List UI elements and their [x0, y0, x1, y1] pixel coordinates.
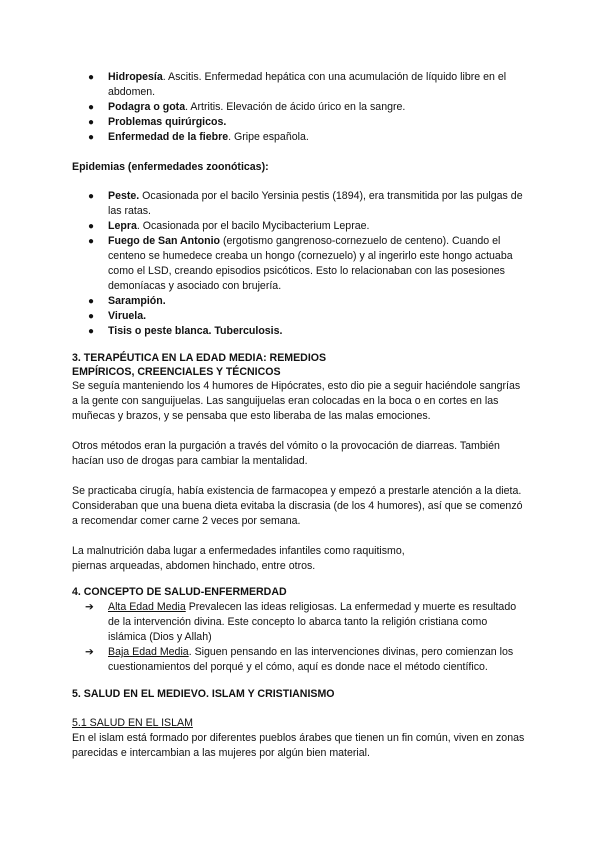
- list-item: ● Viruela.: [88, 310, 147, 322]
- paragraph: Se seguía manteniendo los 4 humores de Hipócrates, esto dio pie a seguir haciéndole sangrías a la gente con sanguijuelas. Las sanguijuelas eran colocadas en la boca o en cortes en las muñecas y brazos, y se pensaba que esto liberaba de las malas emociones.: [72, 380, 521, 422]
- diseases-list: [72, 70, 527, 145]
- list-item: ● Podagra o gota. Artritis. Elevación de ácido úrico en la sangre.: [88, 101, 406, 113]
- bullet-icon: ●: [88, 311, 95, 322]
- list-item: ● Lepra. Ocasionada por el bacilo Mycibacterium Leprae.: [88, 220, 370, 232]
- list-item: ➔ Alta Edad Media Prevalecen las ideas religiosas. La enfermedad y muerte es resultado de la intervención divina. Este concepto lo abarca tanto la religión cristiana como islámica (Dios y Allah): [85, 601, 517, 643]
- list-item: ● Peste. Ocasionada por el bacilo Yersinia pestis (1894), era transmitida por las pulgas de las ratas.: [88, 190, 523, 217]
- section-4-list: [72, 600, 527, 675]
- list-item: ● Sarampión.: [88, 295, 166, 307]
- section-4-heading: 4. CONCEPTO DE SALUD-ENFERMERDAD: [72, 586, 287, 598]
- section-4-list-block: [72, 600, 527, 675]
- arrow-icon: ➔: [85, 646, 94, 658]
- epidemias-heading: Epidemias (enfermedades zoonóticas):: [72, 161, 269, 173]
- section-5-heading: 5. SALUD EN EL MEDIEVO. ISLAM Y CRISTIANISMO: [72, 688, 335, 700]
- section-5: [72, 687, 527, 701]
- epidemias-list-block: [72, 189, 527, 339]
- bullet-icon: ●: [88, 117, 95, 128]
- list-item: ● Enfermedad de la fiebre. Gripe española.: [88, 131, 309, 143]
- list-item: ➔ Baja Edad Media. Siguen pensando en las intervenciones divinas, pero comienzan los cuestionamientos del porqué y el cómo, aquí es donde nace el método científico.: [85, 646, 514, 673]
- section-3-heading: 3. TERAPÉUTICA EN LA EDAD MEDIA: REMEDIOS EMPÍRICOS, CREENCIALES Y TÉCNICOS: [72, 352, 327, 378]
- bullet-icon: ●: [88, 102, 95, 113]
- bullet-icon: ●: [88, 236, 95, 247]
- paragraph: La malnutrición daba lugar a enfermedades infantiles como raquitismo, piernas arqueadas, abdomen hinchado, entre otros.: [72, 545, 405, 572]
- epidemias-heading-block: [72, 160, 527, 175]
- section-3: [72, 351, 527, 379]
- paragraph: Otros métodos eran la purgación a través del vómito o la provocación de diarreas. También hacían uso de drogas para cambiar la mentalidad.: [72, 440, 500, 467]
- list-item: ● Fuego de San Antonio (ergotismo gangrenoso-cornezuelo de centeno). Cuando el centeno se humedece creaba un hongo (cornezuelo) y al ingerirlo este hongo actuaba como el LSD, creando episodios psicóticos. Esto lo relacionaban con las posesiones demoníacas y asociado con brujería.: [88, 235, 513, 292]
- section-4: [72, 585, 527, 599]
- paragraph: Se practicaba cirugía, había existencia de farmacopea y empezó a prestarle atención a la dieta. Consideraban que una buena dieta evitaba la discrasia (de los 4 humores), así que se comenzó a recomendar comer carne 2 veces por semana.: [72, 485, 523, 527]
- bullet-icon: ●: [88, 72, 95, 83]
- list-item: ● Tisis o peste blanca. Tuberculosis.: [88, 325, 283, 337]
- list-item: ● Problemas quirúrgicos.: [88, 116, 227, 128]
- paragraph: En el islam está formado por diferentes pueblos árabes que tienen un fin común, viven en zonas parecidas e intercambian a las mujeres por algún bien material.: [72, 732, 525, 759]
- bullet-icon: ●: [88, 191, 95, 202]
- section-3-body: [72, 379, 527, 574]
- arrow-icon: ➔: [85, 601, 94, 613]
- epidemias-list: [72, 189, 527, 339]
- bullet-icon: ●: [88, 132, 95, 143]
- bullet-icon: ●: [88, 296, 95, 307]
- bullet-icon: ●: [88, 221, 95, 232]
- section-5-1: [72, 716, 527, 761]
- list-item: ● Hidropesía. Ascitis. Enfermedad hepática con una acumulación de líquido libre en el abdomen.: [88, 71, 507, 98]
- section-5-1-heading: 5.1 SALUD EN EL ISLAM: [72, 717, 193, 729]
- diseases-list-block: [72, 70, 527, 145]
- bullet-icon: ●: [88, 326, 95, 337]
